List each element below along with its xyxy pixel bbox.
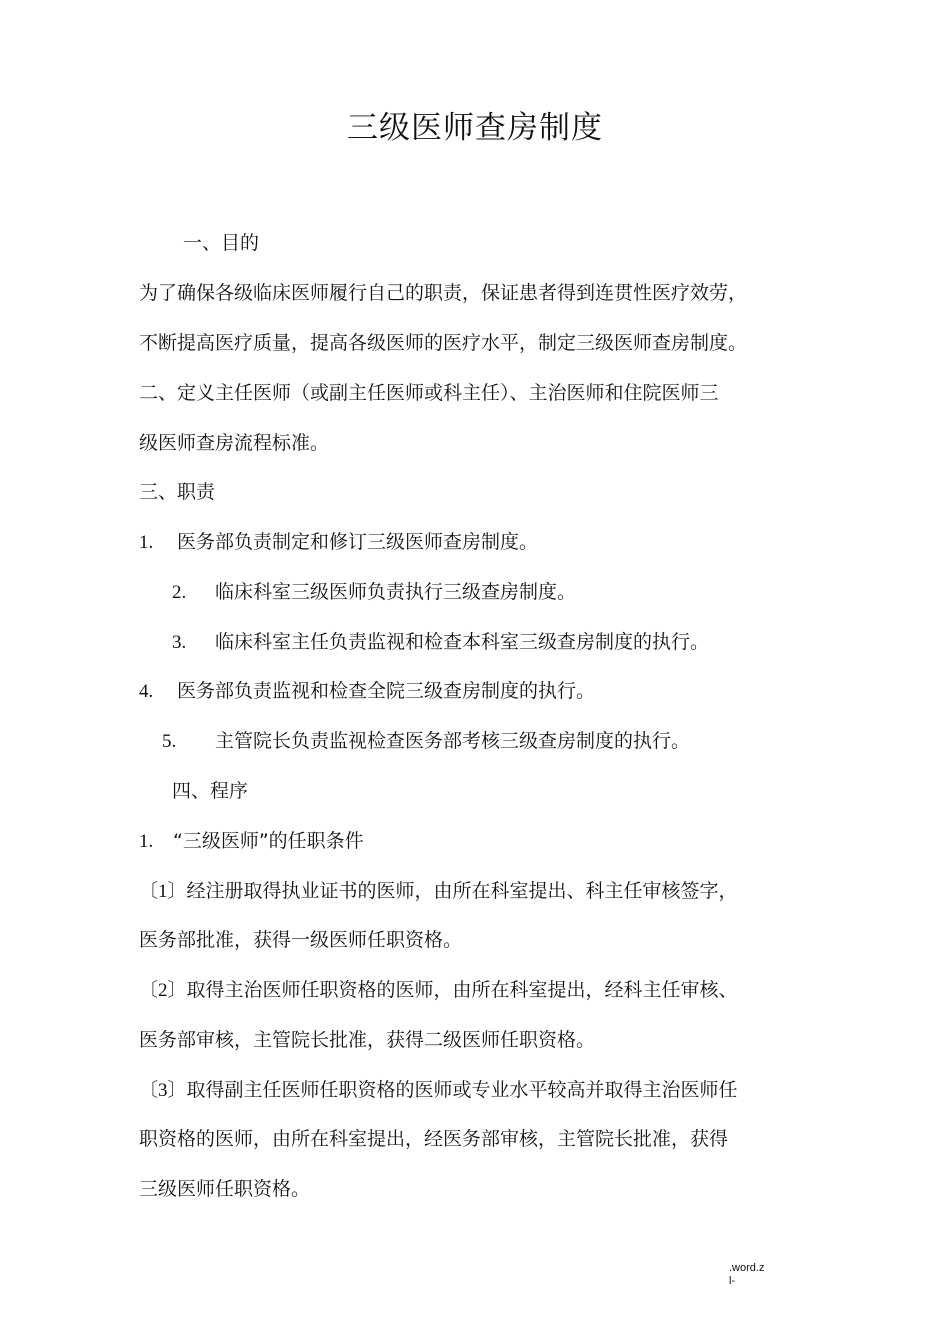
- definition-paragraph-line: 级医师查房流程标准。: [139, 432, 330, 454]
- condition-number: 〔3〕: [139, 1080, 187, 1101]
- duty-item: [139, 528, 539, 557]
- definition-paragraph-line: 二、定义主任医师（或副主任医师或科主任）、主治医师和住院医师三: [139, 382, 719, 404]
- condition-line: [139, 976, 738, 1005]
- duty-text: 医务部负责监视和检查全院三级查房制度的执行。: [177, 680, 596, 702]
- duty-number: 1.: [139, 532, 154, 553]
- condition-line: [139, 1076, 738, 1105]
- purpose-paragraph-line: 为了确保各级临床医师履行自己的职责，保证患者得到连贯性医疗效劳，: [139, 282, 748, 304]
- duty-number: 5.: [162, 731, 177, 752]
- condition-number: 〔1〕: [139, 881, 187, 902]
- purpose-heading: 一、目的: [183, 232, 260, 254]
- duty-number: 2.: [172, 582, 187, 603]
- procedure-text: “三级医师”的任职条件: [173, 830, 364, 852]
- purpose-paragraph-line: 不断提高医疗质量，提高各级医师的医疗水平，制定三级医师查房制度。: [139, 332, 748, 354]
- duty-text: 主管院长负责监视检查医务部考核三级查房制度的执行。: [215, 730, 691, 752]
- condition-text: 取得副主任医师任职资格的医师或专业水平较高并取得主治医师任: [186, 1079, 738, 1101]
- duty-item: [172, 628, 710, 657]
- duty-item: [162, 727, 691, 756]
- condition-line: 职资格的医师，由所在科室提出，经医务部审核，主管院长批准，获得: [139, 1128, 729, 1150]
- condition-text: 经注册取得执业证书的医师，由所在科室提出、科主任审核签字，: [186, 880, 738, 902]
- condition-line: [139, 877, 738, 906]
- duty-text: 临床科室三级医师负责执行三级查房制度。: [215, 581, 577, 603]
- condition-number: 〔2〕: [139, 980, 187, 1001]
- condition-line: 三级医师任职资格。: [139, 1178, 311, 1200]
- duty-item: [172, 578, 577, 607]
- procedure-heading: 四、程序: [172, 780, 249, 802]
- condition-text: 取得主治医师任职资格的医师，由所在科室提出，经科主任审核、: [186, 979, 738, 1001]
- duty-text: 临床科室主任负责监视和检查本科室三级查房制度的执行。: [215, 631, 710, 653]
- duty-text: 医务部负责制定和修订三级医师查房制度。: [177, 531, 539, 553]
- footer-line: .word.z: [729, 1262, 765, 1274]
- document-title: 三级医师查房制度: [347, 110, 603, 146]
- page-footer: [729, 1262, 764, 1288]
- procedure-number: 1.: [139, 831, 154, 852]
- duties-heading: 三、职责: [139, 481, 216, 503]
- condition-line: 医务部批准，获得一级医师任职资格。: [139, 929, 463, 951]
- duty-item: [139, 677, 596, 706]
- procedure-item: [139, 827, 364, 856]
- footer-line: l-: [729, 1275, 736, 1287]
- condition-line: 医务部审核，主管院长批准，获得二级医师任职资格。: [139, 1029, 596, 1051]
- duty-number: 4.: [139, 681, 154, 702]
- duty-number: 3.: [172, 632, 187, 653]
